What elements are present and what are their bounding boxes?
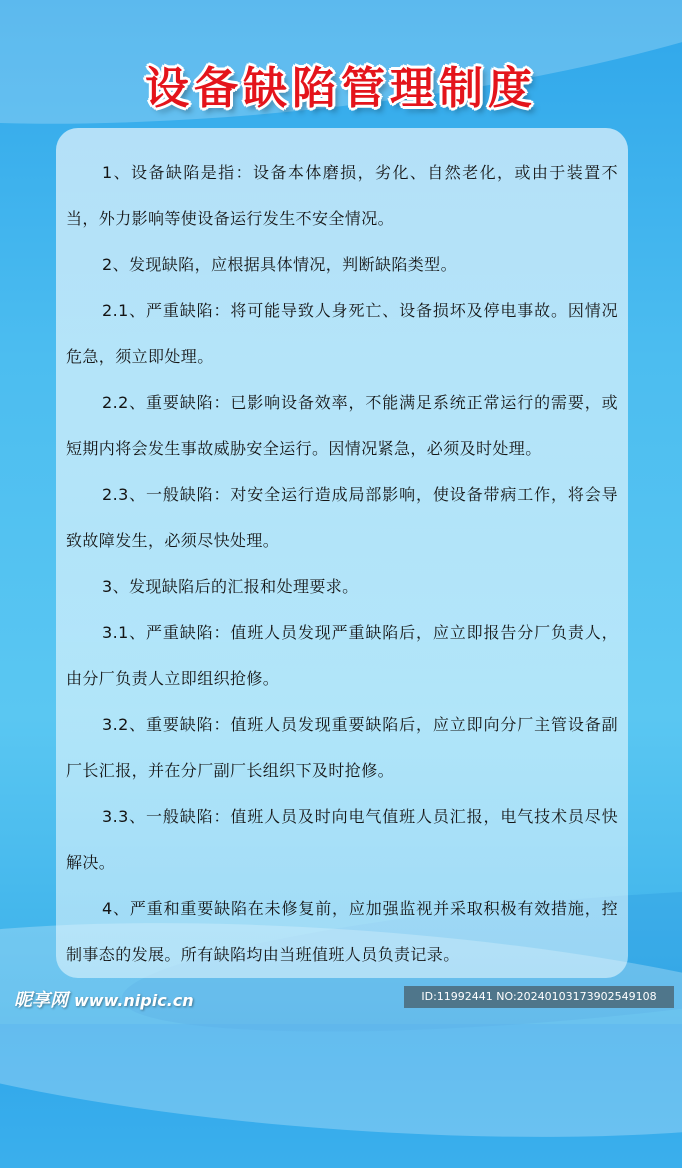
rule-paragraph: 4、严重和重要缺陷在未修复前，应加强监视并采取积极有效措施，控制事态的发展。所有缺陷均由当班值班人员负责记录。	[66, 899, 618, 964]
rule-paragraph: 2.3、一般缺陷：对安全运行造成局部影响，使设备带病工作，将会导致故障发生，必须尽快处理。	[66, 485, 618, 550]
rule-paragraph: 2.2、重要缺陷：已影响设备效率，不能满足系统正常运行的需要，或短期内将会发生事故威胁安全运行。因情况紧急，必须及时处理。	[66, 393, 618, 458]
rule-paragraph: 3.3、一般缺陷：值班人员及时向电气值班人员汇报，电气技术员尽快解决。	[66, 807, 618, 872]
rule-paragraph: 3、发现缺陷后的汇报和处理要求。	[102, 577, 359, 596]
rule-paragraph: 2、发现缺陷，应根据具体情况，判断缺陷类型。	[102, 255, 457, 274]
page-title: 设备缺陷管理制度	[145, 63, 537, 114]
rule-paragraph: 2.1、严重缺陷：将可能导致人身死亡、设备损坏及停电事故。因情况危急，须立即处理。	[66, 301, 618, 366]
watermark-logo-text: 昵享网	[14, 990, 68, 1011]
rules-text	[66, 150, 618, 978]
watermark-id: ID:11992441 NO:20240103173902549108	[404, 986, 674, 1008]
rule-paragraph: 3.2、重要缺陷：值班人员发现重要缺陷后，应立即向分厂主管设备副厂长汇报，并在分厂副厂长组织下及时抢修。	[66, 715, 618, 780]
watermark-url: www.nipic.cn	[74, 991, 194, 1010]
rule-paragraph: 1、设备缺陷是指：设备本体磨损，劣化、自然老化，或由于装置不当，外力影响等使设备运行发生不安全情况。	[66, 163, 618, 228]
rule-paragraph: 3.1、严重缺陷：值班人员发现严重缺陷后，应立即报告分厂负责人，由分厂负责人立即组织抢修。	[66, 623, 618, 688]
watermark-logo	[14, 986, 194, 1012]
